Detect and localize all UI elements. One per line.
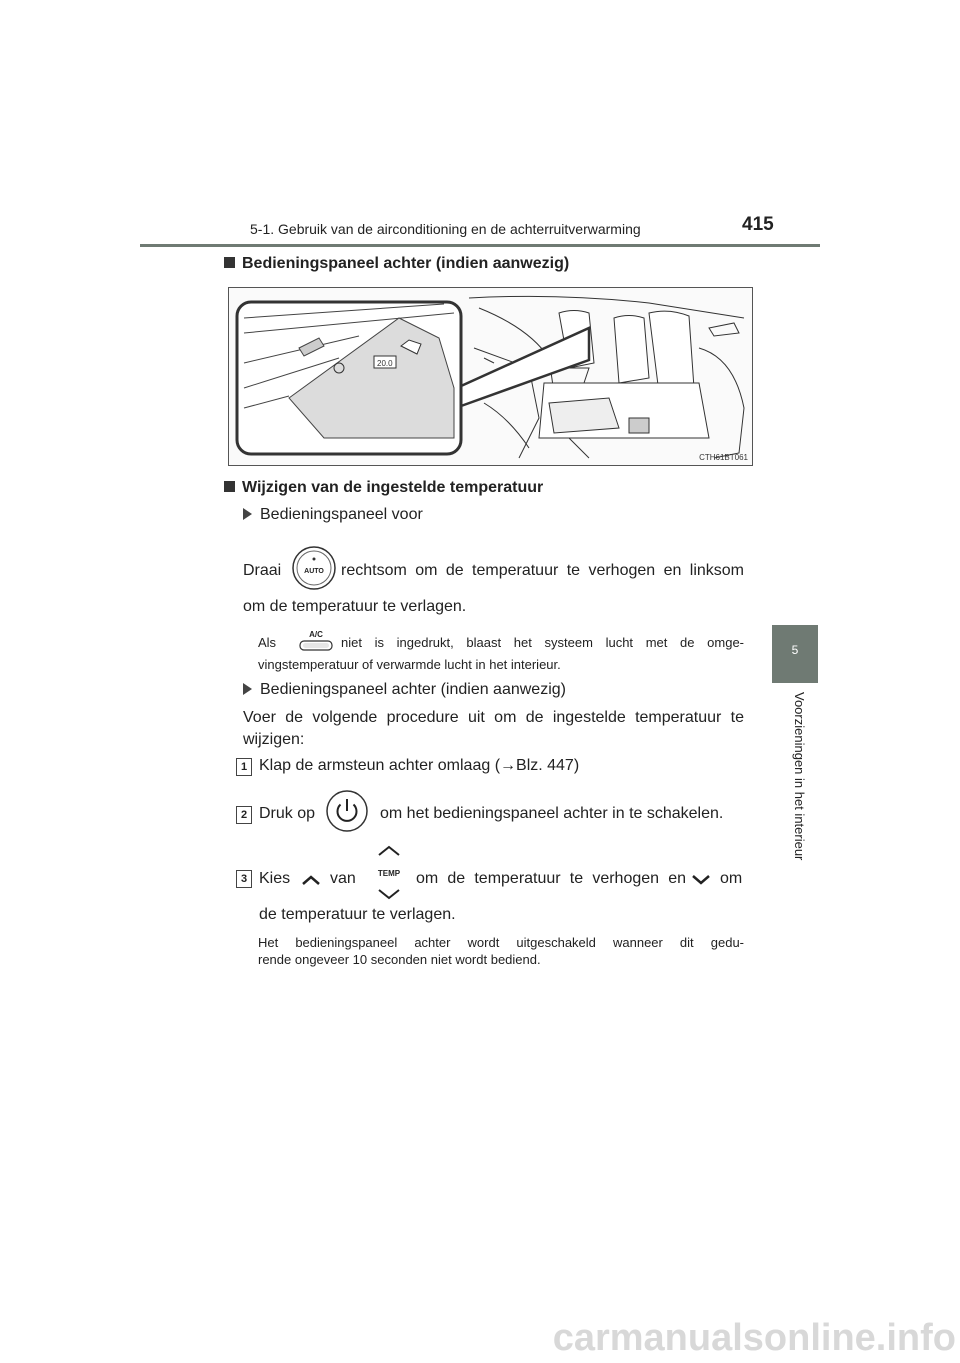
heading-text: Bedieningspaneel achter (indien aanwezig) [242,255,570,272]
bullet-text: Bedieningspaneel voor [260,506,423,523]
running-header: 5-1. Gebruik van de airconditioning en de achterruitverwarming [250,221,641,237]
heading-text: Wijzigen van de ingestelde temperatuur [242,479,544,496]
rear-note-line1: Het bedieningspaneel achter wordt uitgeschakeld wanneer dit gedu- [258,935,744,950]
page-number: 415 [742,214,774,235]
step-2-pre: Druk op [259,805,316,822]
rear-intro-line2: wijzigen: [243,731,305,748]
note-text-line2: vingstemperatuur of verwarmde lucht in het interieur. [258,657,561,672]
note-als: Als [258,635,277,650]
step-number-3: 3 [236,870,252,888]
step-3-van: van [330,870,356,887]
chapter-number: 5 [791,643,799,657]
step-1-text: Klap de armsteun achter omlaag (→Blz. 447) [259,757,580,774]
svg-text:20.0: 20.0 [377,359,393,368]
draai-text: rechtsom om de temperatuur te verhogen en linksom [341,562,744,579]
bullet-text: Bedieningspaneel achter (indien aanwezig) [260,681,566,698]
ac-label: A/C [309,630,323,639]
draai-label: Draai [243,562,282,579]
step-number-1: 1 [236,758,252,776]
rear-note-line2: rende ongeveer 10 seconden niet wordt bediend. [258,952,541,967]
step-3-mid: om de temperatuur te verhogen en [416,870,686,887]
chapter-title: Voorzieningen in het interieur [792,692,807,861]
knob-label: AUTO [304,568,324,575]
step-3-om: om [720,870,743,887]
step-3-line2: de temperatuur te verlagen. [259,906,456,923]
step-number-2: 2 [236,806,252,824]
draai-text-line2: om de temperatuur te verlagen. [243,598,467,615]
figure-code: CTH61BT061 [699,453,748,462]
note-text: niet is ingedrukt, blaast het systeem lucht met de omge- [341,635,744,650]
temp-label: TEMP [377,869,401,878]
step-2-post: om het bedieningspaneel achter in te schakelen. [380,805,724,822]
watermark-text: carmanualsonline.info [552,1317,956,1358]
rear-intro-line1: Voer de volgende procedure uit om de ingestelde temperatuur te [243,709,744,726]
step-3-kies: Kies [259,870,291,887]
